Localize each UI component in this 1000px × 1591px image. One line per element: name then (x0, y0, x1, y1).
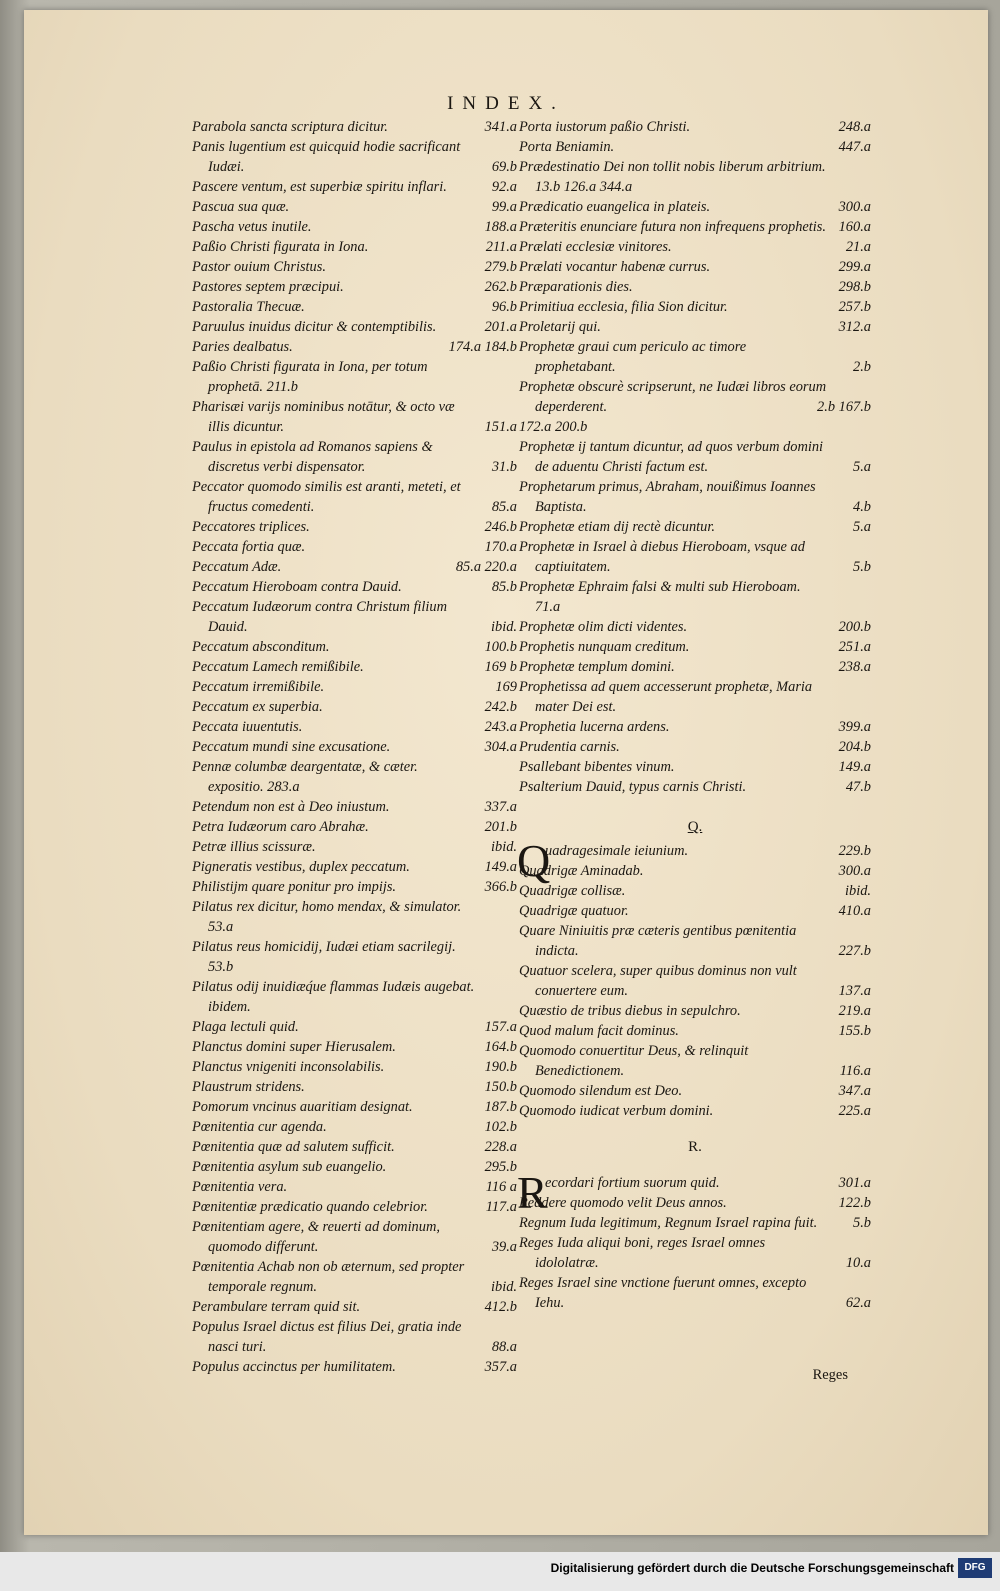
index-entry (519, 921, 871, 961)
index-entry (519, 537, 871, 577)
page-reference: 122.b (838, 1195, 871, 1211)
section-q-entries (517, 835, 871, 1121)
entry-text: Quare Niniuitis præ cæteris gentibus pœnitentia indicta. (519, 923, 797, 959)
entry-text: Populus Israel dictus est filius Dei, gratia inde nasci turi. (192, 1319, 462, 1355)
section-r-entries (517, 1167, 871, 1313)
running-head: INDEX. (447, 93, 565, 114)
index-entry (192, 337, 517, 357)
index-entry (192, 557, 517, 577)
entry-text: Pharisæi varijs nominibus notātur, & octo væ illis dicuntur. (192, 399, 455, 435)
entry-text: Quomodo silendum est Deo. (519, 1083, 683, 1099)
page-reference: 174.a 184.b (448, 339, 517, 355)
entry-text: Planctus domini super Hierusalem. (192, 1039, 396, 1055)
entry-text: Pilatus reus homicidij, Iudæi etiam sacrilegij. 53.b (192, 939, 456, 975)
page-reference: 188.a (484, 219, 517, 235)
entry-text: Pastores septem præcipui. (192, 279, 344, 295)
index-entry (519, 1213, 871, 1233)
index-entry (192, 137, 517, 177)
index-entry (192, 277, 517, 297)
entry-text: Prophetæ Ephraim falsi & multi sub Hieroboam. 71.a (519, 579, 801, 615)
index-entry (519, 477, 871, 517)
index-entry (192, 1317, 517, 1357)
entry-text: Petendum non est à Deo iniustum. (192, 799, 390, 815)
page-reference: 96.b (491, 299, 517, 315)
index-entry (192, 437, 517, 477)
entry-text: Peccatum Iudæorum contra Christum filium Dauid. (192, 599, 448, 635)
index-entry (519, 197, 871, 217)
page-reference: 169 (495, 679, 517, 695)
page-reference: 257.b (838, 299, 871, 315)
index-entry (519, 1273, 871, 1313)
page-reference: 149.a (838, 759, 871, 775)
entry-text: Pascha vetus inutile. (192, 219, 312, 235)
page-reference: 85.b (491, 579, 517, 595)
index-entry (519, 337, 871, 377)
page-reference: 10.a (845, 1255, 871, 1271)
page-reference: 295.b (484, 1159, 517, 1175)
page-reference: 149.a (484, 859, 517, 875)
entry-text: Reddere quomodo velit Deus annos. (519, 1195, 727, 1211)
index-entry (192, 697, 517, 717)
index-entry (519, 377, 871, 417)
index-entry (519, 277, 871, 297)
page-reference: 155.b (838, 1023, 871, 1039)
entry-text: Pœnitentiam agere, & reuerti ad dominum, quomodo differunt. (192, 1219, 440, 1255)
index-entry (192, 1017, 517, 1037)
entry-text: Pœnitentia quæ ad salutem sufficit. (192, 1139, 395, 1155)
entry-text: Prælati ecclesiæ vinitores. (519, 239, 672, 255)
page-reference: 412.b (484, 1299, 517, 1315)
page-reference: 410.a (838, 903, 871, 919)
entry-text: Quod malum facit dominus. (519, 1023, 679, 1039)
entry-text: Quatuor scelera, super quibus dominus non vult conuertere eum. (519, 963, 797, 999)
entry-text: Peccatores triplices. (192, 519, 310, 535)
index-entry (519, 217, 871, 237)
page-reference: 85.a 220.a (455, 559, 517, 575)
index-entry (519, 901, 871, 921)
index-entry (192, 357, 517, 397)
page-reference: 190.b (484, 1059, 517, 1075)
page-reference: ibid. (845, 883, 871, 899)
index-entry (519, 617, 871, 637)
index-entry (192, 217, 517, 237)
index-entry (192, 1097, 517, 1117)
entry-text: Planctus vnigeniti inconsolabilis. (192, 1059, 385, 1075)
page-reference: 248.a (838, 119, 871, 135)
footer-credit: Digitalisierung gefördert durch die Deutsche Forschungsgemeinschaft (550, 1561, 954, 1575)
index-entry (519, 1041, 871, 1081)
entry-text: Prophetæ in Israel à diebus Hieroboam, vsque ad captiuitatem. (519, 539, 805, 575)
page-reference: 227.b (838, 943, 871, 959)
entry-text: Prophetia lucerna ardens. (519, 719, 670, 735)
page-reference: 160.a (838, 219, 871, 235)
index-entry (192, 657, 517, 677)
page-reference: 347.a (838, 1083, 871, 1099)
index-entry (192, 237, 517, 257)
index-entry (519, 657, 871, 677)
index-entry (519, 317, 871, 337)
page-reference: 116 a (485, 1179, 517, 1195)
entry-text: Peccatum absconditum. (192, 639, 330, 655)
entry-text: Paruulus inuidus dicitur & contemptibilis. (192, 319, 437, 335)
page-reference: 47.b (845, 779, 871, 795)
page-reference: 39.a (491, 1239, 517, 1255)
index-entry (192, 1037, 517, 1057)
page-reference: 242.b (484, 699, 517, 715)
index-entry (519, 257, 871, 277)
index-entry (519, 1021, 871, 1041)
entry-text: Pilatus rex dicitur, homo mendax, & simulator. 53.a (192, 899, 462, 935)
entry-text: Psalterium Dauid, typus carnis Christi. (519, 779, 747, 795)
entry-text: Peccata iuuentutis. (192, 719, 303, 735)
page-reference: 228.a (484, 1139, 517, 1155)
page-reference: 151.a (484, 419, 517, 435)
page-reference: 92.a (491, 179, 517, 195)
left-column (192, 117, 517, 1377)
index-entry (192, 1297, 517, 1317)
entry-text: Paulus in epistola ad Romanos sapiens & discretus verbi dispensator. (192, 439, 433, 475)
entry-text: Quæstio de tribus diebus in sepulchro. (519, 1003, 741, 1019)
entry-text: Primitiua ecclesia, filia Sion dicitur. (519, 299, 728, 315)
entry-text: Pastor ouium Christus. (192, 259, 326, 275)
entry-text: Peccator quomodo similis est aranti, meteti, et fructus comedenti. (192, 479, 461, 515)
index-entry (519, 517, 871, 537)
index-entry (192, 1177, 517, 1197)
page-reference: 170.a (484, 539, 517, 555)
page-reference: ibid. (491, 619, 517, 635)
index-entry (192, 797, 517, 817)
right-column-p-entries (519, 117, 871, 797)
index-entry (192, 197, 517, 217)
entry-text: Plaustrum stridens. (192, 1079, 305, 1095)
entry-text: Prophetæ graui cum periculo ac timore prophetabant. (519, 339, 747, 375)
page-reference: 447.a (838, 139, 871, 155)
page-reference: ibid. (491, 1279, 517, 1295)
page-reference: 31.b (491, 459, 517, 475)
page-reference: 357.a (484, 1359, 517, 1375)
entry-text: Pascere ventum, est superbiæ spiritu inflari. (192, 179, 447, 195)
page-reference: 312.a (838, 319, 871, 335)
index-entry (519, 717, 871, 737)
entry-text: Peccatum Hieroboam contra Dauid. (192, 579, 402, 595)
page-reference: 85.a (491, 499, 517, 515)
index-entry (192, 117, 517, 137)
page-reference: 2.b (853, 359, 871, 375)
entry-text: Prophetarum primus, Abraham, nouißimus Ioannes Baptista. (519, 479, 816, 515)
entry-text: Parabola sancta scriptura dicitur. (192, 119, 388, 135)
page-reference: 5.b (853, 559, 871, 575)
page-reference: 187.b (484, 1099, 517, 1115)
page-reference: 164.b (484, 1039, 517, 1055)
page-reference: 211.a (485, 239, 517, 255)
page-reference: 229.b (838, 843, 871, 859)
entry-text: Prudentia carnis. (519, 739, 620, 755)
index-entry (192, 937, 517, 977)
index-entry (519, 1101, 871, 1121)
dfg-logo: DFG (958, 1558, 992, 1578)
entry-text: Prædestinatio Dei non tollit nobis liberum arbitrium. 13.b 126.a 344.a (519, 159, 826, 195)
entry-text: Prælati vocantur habenæ currus. (519, 259, 711, 275)
entry-text: Peccatum irremißibile. (192, 679, 325, 695)
entry-text: 172.a 200.b (519, 419, 588, 435)
index-entry (519, 737, 871, 757)
index-entry (192, 597, 517, 637)
entry-text: Pennæ columbæ deargentatæ, & cæter. expositio. 283.a (192, 759, 418, 795)
index-entry (192, 1057, 517, 1077)
drop-initial: Q (517, 835, 551, 886)
entry-text: Pascua sua quæ. (192, 199, 290, 215)
page-reference: 157.a (484, 1019, 517, 1035)
entry-text: Prophetissa ad quem accesserunt prophetæ, Maria mater Dei est. (519, 679, 813, 715)
entry-text: Paßio Christi figurata in Iona. (192, 239, 369, 255)
index-entry (519, 237, 871, 257)
page-reference: 5.b (853, 1215, 871, 1231)
page-reference: 150.b (484, 1079, 517, 1095)
index-entry (192, 757, 517, 797)
page-reference: 21.a (845, 239, 871, 255)
entry-text: Pœnitentia vera. (192, 1179, 288, 1195)
entry-text: Pilatus odij inuidiæq́ue flammas Iudæis augebat. ibidem. (192, 979, 475, 1015)
index-entry (192, 977, 517, 1017)
entry-text: Quadrigæ collisæ. (519, 883, 626, 899)
entry-text: Quomodo conuertitur Deus, & relinquit Benedictionem. (519, 1043, 749, 1079)
index-entry (519, 437, 871, 477)
index-entry (192, 297, 517, 317)
entry-text: Pœnitentia asylum sub euangelio. (192, 1159, 387, 1175)
index-entry (192, 737, 517, 757)
book-page (24, 10, 988, 1535)
entry-text: Quomodo iudicat verbum domini. (519, 1103, 714, 1119)
page-reference: 399.a (838, 719, 871, 735)
index-entry (519, 137, 871, 157)
entry-text: Populus accinctus per humilitatem. (192, 1359, 396, 1375)
index-entry (192, 1217, 517, 1257)
index-entry (192, 1357, 517, 1377)
entry-text: Pœnitentiæ prædicatio quando celebrior. (192, 1199, 428, 1215)
index-entry (192, 1197, 517, 1217)
index-entry (192, 537, 517, 557)
page-reference: 298.b (838, 279, 871, 295)
entry-text: Petræ illius scissuræ. (192, 839, 316, 855)
page-reference: 5.a (853, 459, 871, 475)
page-reference: 301.a (838, 1175, 871, 1191)
index-entry (519, 677, 871, 717)
catchword: Reges (812, 1367, 848, 1383)
index-entry (192, 877, 517, 897)
section-letter-q: Q. (687, 819, 703, 835)
page-reference: 99.a (491, 199, 517, 215)
entry-text: Quadrigæ quatuor. (519, 903, 629, 919)
index-entry (192, 257, 517, 277)
entry-text: Pomorum vncinus auaritiam designat. (192, 1099, 413, 1115)
right-column (519, 117, 871, 1313)
entry-text: Proletarij qui. (519, 319, 601, 335)
index-entry (519, 417, 871, 437)
page-reference: 225.a (838, 1103, 871, 1119)
index-entry (192, 317, 517, 337)
entry-text: Reges Israel sine vnctione fuerunt omnes, excepto Iehu. (519, 1275, 807, 1311)
index-entry (192, 577, 517, 597)
entry-text: Præteritis enunciare futura non infrequens prophetis. (519, 219, 826, 235)
index-entry (519, 757, 871, 777)
page-reference: 201.a (484, 319, 517, 335)
entry-text: Perambulare terram quid sit. (192, 1299, 361, 1315)
page-reference: 337.a (484, 799, 517, 815)
page-reference: 102.b (484, 1119, 517, 1135)
entry-text: Pigneratis vestibus, duplex peccatum. (192, 859, 410, 875)
entry-text: Psallebant bibentes vinum. (519, 759, 675, 775)
entry-text: Peccatum Adæ. (192, 559, 282, 575)
entry-text: Petra Iudæorum caro Abrahæ. (192, 819, 369, 835)
page-reference: 300.a (838, 199, 871, 215)
page-reference: 2.b 167.b (817, 399, 871, 415)
index-entry (519, 297, 871, 317)
index-entry (519, 1233, 871, 1273)
entry-text: Prophetæ ij tantum dicuntur, ad quos verbum domini de aduentu Christi factum est. (519, 439, 824, 475)
entry-text: ecordari fortium suorum quid. (545, 1175, 720, 1191)
page-reference: 238.a (838, 659, 871, 675)
entry-text: Peccatum Lamech remißibile. (192, 659, 364, 675)
index-entry (192, 1137, 517, 1157)
page-reference: 88.a (491, 1339, 517, 1355)
index-entry (519, 117, 871, 137)
index-entry (192, 517, 517, 537)
entry-text: Prophetæ olim dicti videntes. (519, 619, 688, 635)
index-entry (192, 1077, 517, 1097)
index-entry (192, 717, 517, 737)
entry-text: uadragesimale ieiunium. (545, 843, 689, 859)
page-reference: 246.b (484, 519, 517, 535)
entry-text: Prophetæ obscurè scripserunt, ne Iudæi libros eorum deperderent. (519, 379, 827, 415)
index-entry (519, 881, 871, 901)
page-reference: 62.a (845, 1295, 871, 1311)
entry-text: Pœnitentia Achab non ob æternum, sed propter temporale regnum. (192, 1259, 465, 1295)
entry-text: Pœnitentia cur agenda. (192, 1119, 327, 1135)
index-entry (192, 1157, 517, 1177)
page-reference: 251.a (838, 639, 871, 655)
index-entry (192, 397, 517, 437)
index-entry (519, 1081, 871, 1101)
entry-text: Peccatum ex superbia. (192, 699, 323, 715)
entry-text: Regnum Iuda legitimum, Regnum Israel rapina fuit. (519, 1215, 818, 1231)
page-reference: 304.a (484, 739, 517, 755)
index-entry (192, 897, 517, 937)
entry-text: Paßio Christi figurata in Iona, per totum prophetā. 211.b (192, 359, 428, 395)
entry-text: Quadrigæ Aminadab. (519, 863, 644, 879)
page-reference: 117.a (485, 1199, 517, 1215)
entry-text: Præparationis dies. (519, 279, 633, 295)
index-entry (519, 1193, 871, 1213)
index-entry (519, 777, 871, 797)
entry-text: Pastoralia Thecuæ. (192, 299, 305, 315)
entry-text: Peccata fortia quæ. (192, 539, 306, 555)
index-entry (519, 1001, 871, 1021)
entry-text: Prædicatio euangelica in plateis. (519, 199, 711, 215)
section-letter-r: R. (688, 1139, 702, 1155)
index-entry (519, 157, 871, 197)
index-entry (192, 837, 517, 857)
page-reference: 169 b (484, 659, 517, 675)
index-entry (192, 677, 517, 697)
entry-text: Paries dealbatus. (192, 339, 293, 355)
index-entry (519, 637, 871, 657)
entry-text: Prophetis nunquam creditum. (519, 639, 690, 655)
page-reference: ibid. (491, 839, 517, 855)
page-reference: 100.b (484, 639, 517, 655)
page-reference: 116.a (839, 1063, 871, 1079)
entry-text: Porta iustorum paßio Christi. (519, 119, 691, 135)
page-reference: 279.b (484, 259, 517, 275)
page-reference: 4.b (853, 499, 871, 515)
page-reference: 262.b (484, 279, 517, 295)
page-reference: 299.a (838, 259, 871, 275)
index-entry (192, 637, 517, 657)
index-entry (192, 477, 517, 517)
entry-text: Peccatum mundi sine excusatione. (192, 739, 391, 755)
entry-text: Reges Iuda aliqui boni, reges Israel omnes idololatræ. (519, 1235, 766, 1271)
entry-text: Panis lugentium est quicquid hodie sacrificant Iudæi. (192, 139, 461, 175)
entry-text: Plaga lectuli quid. (192, 1019, 299, 1035)
page-reference: 300.a (838, 863, 871, 879)
page-reference: 219.a (838, 1003, 871, 1019)
page-reference: 200.b (838, 619, 871, 635)
page-reference: 341.a (484, 119, 517, 135)
page-reference: 69.b (491, 159, 517, 175)
index-entry (192, 817, 517, 837)
footer-bar (0, 1552, 1000, 1591)
index-entry (192, 1117, 517, 1137)
index-entry (519, 861, 871, 881)
entry-text: Prophetæ templum domini. (519, 659, 675, 675)
entry-text: Philistijm quare ponitur pro impijs. (192, 879, 397, 895)
index-entry (192, 1257, 517, 1297)
index-entry (519, 961, 871, 1001)
page-reference: 243.a (484, 719, 517, 735)
page-reference: 366.b (484, 879, 517, 895)
page-reference: 5.a (853, 519, 871, 535)
index-entry (192, 177, 517, 197)
page-reference: 201.b (484, 819, 517, 835)
entry-text: Prophetæ etiam dij rectè dicuntur. (519, 519, 715, 535)
page-reference: 204.b (838, 739, 871, 755)
index-entry (192, 857, 517, 877)
entry-text: Porta Beniamin. (519, 139, 615, 155)
page-reference: 137.a (838, 983, 871, 999)
drop-initial: R (517, 1167, 548, 1218)
index-entry (519, 577, 871, 617)
